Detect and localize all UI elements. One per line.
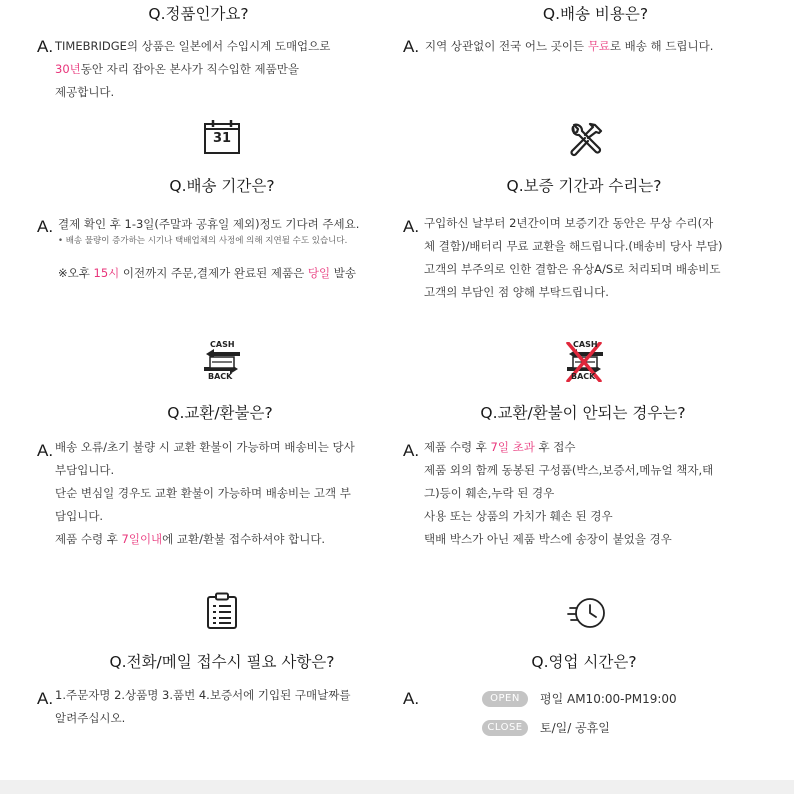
answer-text: 이전까지 주문,결제가 완료된 제품은 — [119, 266, 308, 280]
answer-line: 단순 변심일 경우도 교환 환불이 가능하며 배송비는 고객 부 — [55, 486, 351, 500]
highlight-text: 7일 초과 — [490, 440, 535, 454]
faq-refund-a-label: A. — [37, 441, 54, 460]
faq-shipping-time-answer — [58, 213, 359, 236]
cashback-icon-top-text: CASH — [210, 340, 235, 349]
open-hours-text: 평일 AM10:00-PM19:00 — [540, 692, 677, 706]
answer-line: 고객의 부주의로 인한 결함은 유상A/S로 처리되며 배송비도 — [424, 262, 721, 276]
answer-line: 1.주문자명 2.상품명 3.품번 4.보증서에 기입된 구매날짜를 — [55, 688, 351, 702]
hours-open-row — [482, 690, 677, 707]
tools-icon — [566, 121, 604, 159]
faq-warranty-title: Q.보증 기간과 수리는? — [506, 177, 662, 195]
clipboard-icon — [206, 592, 238, 630]
calendar-icon — [204, 120, 240, 154]
answer-text: 동안 자리 잡아온 본사가 직수입한 제품만을 — [80, 62, 299, 76]
faq-refund-answer — [55, 436, 355, 551]
answer-line: 제품 외의 함께 동봉된 구성품(박스,보증서,메뉴얼 책자,태 — [424, 463, 714, 477]
open-badge: OPEN — [482, 691, 528, 707]
faq-hours-title: Q.영업 시간은? — [531, 653, 637, 671]
faq-shipping-cost-a-label: A. — [403, 37, 420, 56]
no-cashback-icon — [563, 342, 607, 382]
shipping-delay-note: • 배송 물량이 증가하는 시기나 택배업체의 사정에 의해 지연될 수도 있습니다. — [58, 236, 348, 246]
answer-line: 사용 또는 상품의 가치가 훼손 된 경우 — [424, 509, 613, 523]
highlight-text: 당일 — [307, 266, 331, 280]
close-badge: CLOSE — [482, 720, 528, 736]
faq-contact-answer — [55, 684, 350, 730]
faq-no-refund-answer — [424, 436, 713, 551]
calendar-day-label: 31 — [212, 131, 232, 146]
faq-authentic-answer — [55, 35, 330, 104]
faq-warranty-answer — [424, 212, 722, 304]
faq-authentic-a-label: A. — [37, 37, 54, 56]
answer-line — [55, 58, 330, 81]
answer-line — [55, 528, 355, 551]
highlight-text: 7일이내 — [121, 532, 163, 546]
answer-line: TIMEBRIDGE의 상품은 일본에서 수입시계 도매업으로 — [55, 39, 331, 53]
answer-line: 택배 박스가 아닌 제품 박스에 송장이 붙었을 경우 — [424, 532, 672, 546]
answer-text: 발송 — [330, 266, 356, 280]
hours-close-row — [482, 719, 610, 736]
answer-line: 알려주십시오. — [55, 711, 126, 725]
cashback-icon-bottom-text: BACK — [208, 372, 233, 381]
faq-shipping-time-title: Q.배송 기간은? — [169, 177, 275, 195]
faq-shipping-cost-answer — [425, 35, 713, 58]
answer-line: 담입니다. — [55, 509, 104, 523]
answer-text: 후 접수 — [534, 440, 576, 454]
highlight-text: 30년 — [55, 62, 81, 76]
answer-text: ※오후 — [58, 266, 94, 280]
fast-clock-icon — [567, 596, 607, 630]
answer-text: 지역 상관없이 전국 어느 곳이든 — [425, 39, 588, 53]
faq-no-refund-title: Q.교환/환불이 안되는 경우는? — [480, 404, 686, 422]
answer-line: 배송 오류/초기 불량 시 교환 환불이 가능하며 배송비는 당사 — [55, 440, 355, 454]
answer-line — [424, 436, 713, 459]
answer-line — [425, 35, 713, 58]
answer-text: 제품 수령 후 — [55, 532, 122, 546]
answer-line: 제공합니다. — [55, 85, 115, 99]
cashback-icon — [200, 342, 244, 382]
answer-line: 부담입니다. — [55, 463, 115, 477]
faq-refund-title: Q.교환/환불은? — [167, 404, 273, 422]
answer-line: 체 결함)/배터리 무료 교환을 해드립니다.(배송비 당사 부담) — [424, 239, 723, 253]
faq-contact-a-label: A. — [37, 689, 54, 708]
close-days-text: 토/일/ 공휴일 — [540, 721, 610, 735]
answer-line: 그)등이 훼손,누락 된 경우 — [424, 486, 555, 500]
faq-shipping-time-a-label: A. — [37, 217, 54, 236]
faq-contact-title: Q.전화/메일 접수시 필요 사항은? — [109, 653, 335, 671]
answer-text: 로 배송 해 드립니다. — [609, 39, 714, 53]
faq-authentic-title: Q.정품인가요? — [148, 5, 249, 23]
faq-hours-a-label: A. — [403, 689, 420, 708]
faq-no-refund-a-label: A. — [403, 441, 420, 460]
footer-band — [0, 780, 794, 794]
answer-line: 고객의 부담인 점 양해 부탁드립니다. — [424, 285, 609, 299]
faq-warranty-a-label: A. — [403, 217, 420, 236]
no-cashback-icon-bottom-text: BACK — [571, 372, 596, 381]
answer-line: 구입하신 날부터 2년간이며 보증기간 동안은 무상 수리(자 — [424, 216, 714, 230]
same-day-shipping-notice — [58, 262, 356, 285]
answer-text: 에 교환/환불 접수하셔야 합니다. — [162, 532, 326, 546]
no-cashback-icon-top-text: CASH — [573, 340, 598, 349]
highlight-text: 무료 — [587, 39, 610, 53]
highlight-text: 15시 — [93, 266, 120, 280]
answer-text: 제품 수령 후 — [424, 440, 491, 454]
answer-line: 결제 확인 후 1-3일(주말과 공휴일 제외)정도 기다려 주세요. — [58, 217, 360, 231]
faq-shipping-cost-title: Q.배송 비용은? — [542, 5, 649, 23]
